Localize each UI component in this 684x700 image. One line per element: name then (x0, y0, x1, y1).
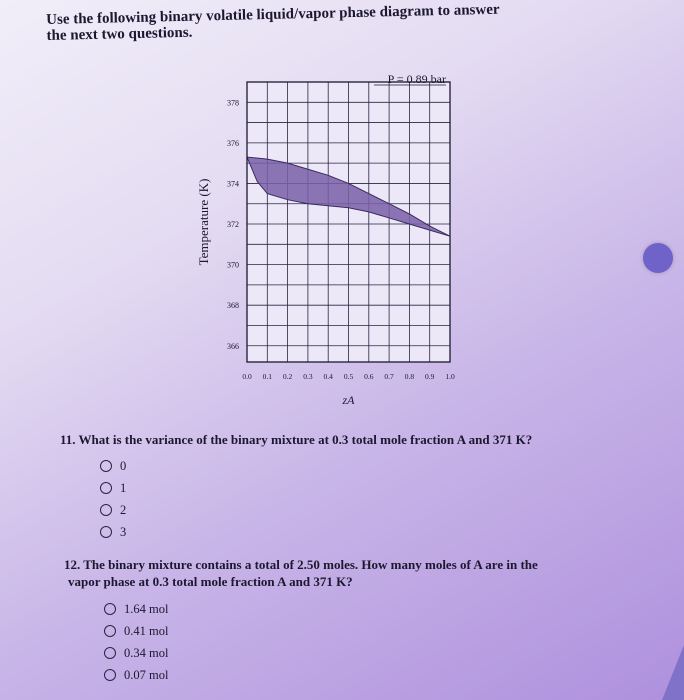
x-tick-label: 0.9 (425, 372, 435, 381)
question-11: 11. What is the variance of the binary mixture at 0.3 total mole fraction A and 371 K? (60, 432, 533, 447)
x-tick-label: 0.6 (364, 372, 374, 381)
intro-line-2: the next two questions. (46, 24, 193, 44)
y-tick-label: 376 (227, 138, 239, 148)
radio-icon[interactable] (104, 647, 116, 659)
x-tick-label: 0.8 (404, 372, 415, 381)
corner-tab (662, 645, 684, 700)
x-tick-label: 1.0 (445, 372, 455, 381)
radio-icon[interactable] (100, 526, 112, 538)
q11-option[interactable] (100, 499, 126, 521)
x-tick-label: 0.1 (262, 372, 272, 381)
y-tick-label: 374 (227, 179, 239, 189)
y-tick-label: 366 (227, 341, 239, 351)
radio-icon[interactable] (104, 669, 116, 681)
option-label: 1 (120, 480, 127, 495)
x-axis-label: zA (342, 393, 355, 407)
intro-line-1: Use the following binary volatile liquid/vapor phase diagram to answer (46, 1, 500, 28)
q11-option[interactable] (100, 455, 126, 477)
q11-option[interactable] (100, 521, 126, 543)
radio-icon[interactable] (104, 603, 116, 615)
q12-option[interactable] (104, 598, 168, 620)
radio-icon[interactable] (100, 482, 112, 494)
radio-icon[interactable] (104, 625, 116, 637)
option-label: 3 (120, 524, 127, 539)
y-axis-label: Temperature (K) (196, 178, 211, 266)
chart-title: P = 0.89 bar (387, 72, 446, 86)
q12-option[interactable] (104, 642, 168, 664)
purple-dot (643, 243, 673, 273)
phase-diagram (190, 70, 480, 410)
radio-icon[interactable] (100, 504, 112, 516)
y-tick-label: 378 (227, 98, 239, 108)
option-label: 2 (120, 502, 127, 517)
y-tick-label: 372 (227, 220, 239, 230)
q12-option[interactable] (104, 664, 168, 686)
question-11-options (100, 455, 126, 543)
y-tick-label: 368 (227, 301, 239, 311)
option-label: 1.64 mol (124, 601, 169, 616)
x-tick-label: 0.7 (384, 372, 394, 381)
x-tick-label: 0.0 (242, 372, 252, 381)
option-label: 0.41 mol (124, 623, 169, 638)
intro-text (46, 2, 500, 44)
x-tick-label: 0.5 (343, 372, 354, 381)
question-12-line-1: 12. The binary mixture contains a total of 2.50 moles. How many moles of A are in the (64, 557, 538, 572)
option-label: 0.34 mol (124, 645, 169, 660)
x-tick-label: 0.3 (303, 372, 313, 381)
radio-icon[interactable] (100, 460, 112, 472)
question-12-line-2: vapor phase at 0.3 total mole fraction A and 371 K? (68, 574, 353, 589)
question-12-options (104, 598, 168, 686)
x-tick-label: 0.4 (323, 372, 333, 381)
q11-option[interactable] (100, 477, 126, 499)
q12-option[interactable] (104, 620, 168, 642)
option-label: 0.07 mol (124, 667, 169, 682)
y-tick-label: 370 (227, 260, 239, 270)
x-tick-label: 0.2 (282, 372, 293, 381)
option-label: 0 (120, 458, 127, 473)
question-12 (64, 556, 538, 590)
